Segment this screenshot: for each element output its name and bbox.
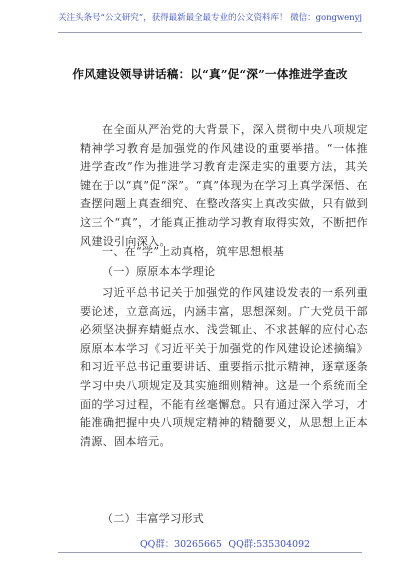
header-divider [58,32,362,33]
subsection-heading-1-1: （一）原原本本学理论 [102,265,216,278]
footer-qq-group-left: QQ群：30265665 [140,539,222,550]
footer-divider [58,552,362,553]
theory-study-paragraph: 习近平总书记关于加强党的作风建设发表的一系列重要论述，立意高远，内涵丰富，思想深刻。广大党员干部必须坚决摒弃蜻蜓点水、浅尝辄止、不求甚解的应付心态原原本本学习《习近平关于加强党的作风建设论述摘编》和习近平总书记重要讲话、重要指示批示精神，逐章逐条学习中央八项规定及其实施细则精神。这是一个系统而全面的学习过程，不能有丝毫懈怠。只有通过深入学习，才能准确把握中央八项规定精神的精髓要义，从思想上正本清源、固本培元。 [80,286,368,448]
header-banner: 关注头条号“公文研究”，获得最新最全最专业的公文资料库！ 微信：gongwenyj [58,13,362,23]
intro-paragraph: 在全面从严治党的大背景下，深入贯彻中央八项规定精神学习教育是加强党的作风建设的重要举措。“一体推进学查改”作为推进学习教育走深走实的重要方法，其关键在于以“真”促“深”。“真”体现为在学习上真学深悟、在查摆问题上真查细究、在整改落实上真改实做，只有做到这三个“真”，才能真正推动学习教育取得实效，不断把作风建设引向深入。 [80,123,368,248]
section-heading-1: 一、在“学”上动真格，筑牢思想根基 [102,245,285,258]
document-title: 作风建设领导讲话稿：以“真”促“深”一体推进学查改 [72,67,348,81]
footer-qq-group-right: QQ群:535304092 [228,539,310,550]
subsection-heading-1-2: （二）丰富学习形式 [102,512,205,525]
footer-contacts [140,538,310,551]
